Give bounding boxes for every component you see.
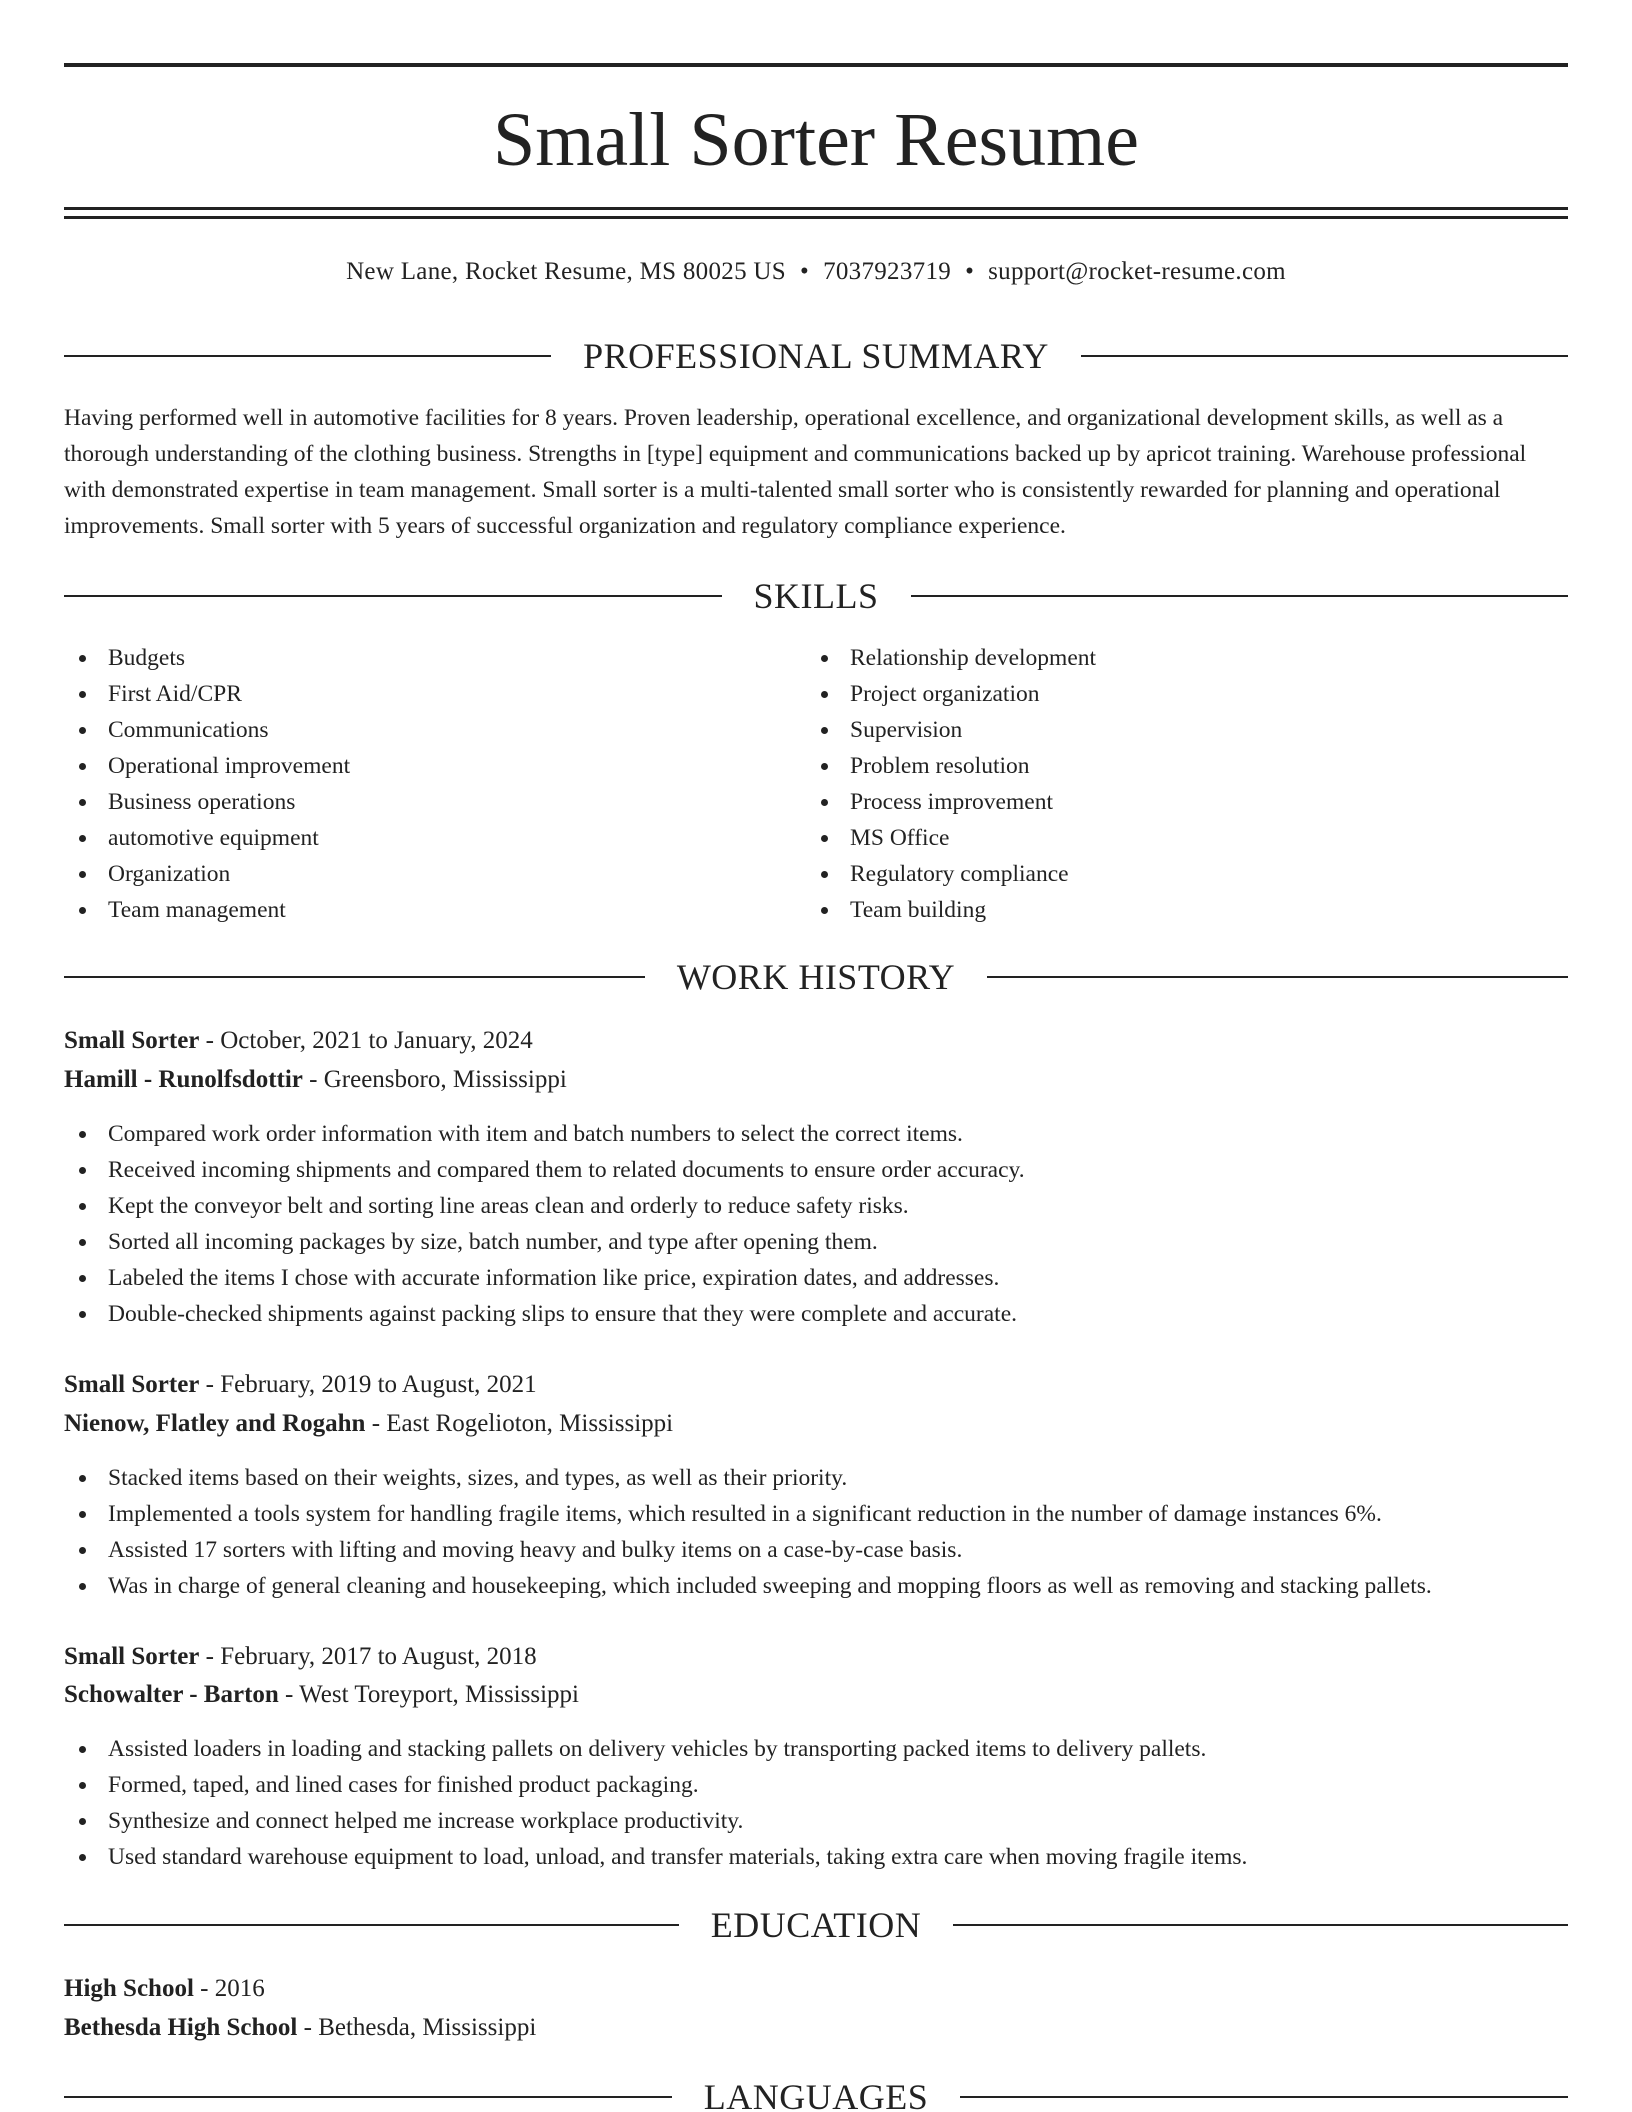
job-company: Nienow, Flatley and Rogahn [64,1410,366,1437]
job-location: West Toreyport, Mississippi [299,1681,579,1708]
contact-phone: 7037923719 [823,258,952,285]
job-title: Small Sorter [64,1027,200,1054]
dash: - [302,1066,324,1093]
job-bullet: Synthesize and connect helped me increase workplace productivity. [64,1803,1568,1839]
job-bullet: Assisted loaders in loading and stacking pallets on delivery vehicles by transporting packed items to delivery pallets. [64,1731,1568,1767]
summary-section-heading [64,334,1568,378]
job-company: Schowalter - Barton [64,1681,279,1708]
heading-rule-right [960,2096,1568,2098]
heading-rule-left [64,2096,672,2098]
dash: - [365,1410,387,1437]
skill-item: Budgets [64,640,764,676]
heading-rule-left [64,1924,679,1926]
skill-item: Organization [64,856,764,892]
job-title-line [64,1022,533,1060]
summary-heading: PROFESSIONAL SUMMARY [583,336,1049,376]
job-company-line [64,1405,673,1443]
skills-list-left [64,640,764,928]
heading-rule-right [987,976,1568,978]
skill-item: Process improvement [806,784,1506,820]
skill-item: MS Office [806,820,1506,856]
job-bullet: Formed, taped, and lined cases for finished product packaging. [64,1767,1568,1803]
job-bullets [64,1460,1568,1604]
job-bullet: Used standard warehouse equipment to load, unload, and transfer materials, taking extra care when moving fragile items. [64,1839,1568,1875]
job-title: Small Sorter [64,1643,200,1670]
skill-item: automotive equipment [64,820,764,856]
contact-email[interactable]: support@rocket-resume.com [988,258,1286,285]
skill-item: Relationship development [806,640,1506,676]
skill-item: Problem resolution [806,748,1506,784]
skill-item: Project organization [806,676,1506,712]
job-dates: February, 2019 to August, 2021 [220,1371,537,1398]
languages-section-heading [64,2075,1568,2112]
heading-rule-right [911,595,1569,597]
education-heading: EDUCATION [710,1905,922,1945]
contact-separator: • [800,258,810,285]
heading-rule-right [953,1924,1568,1926]
education-section-heading [64,1903,1568,1947]
heading-rule-right [1081,355,1568,357]
job-company-line [64,1676,579,1714]
job-bullet: Was in charge of general cleaning and housekeeping, which included sweeping and mopping floors as well as removing and stacking pallets. [64,1568,1568,1604]
job-bullet: Kept the conveyor belt and sorting line areas clean and orderly to reduce safety risks. [64,1188,1568,1224]
job-bullet: Labeled the items I chose with accurate information like price, expiration dates, and addresses. [64,1260,1568,1296]
education-year: 2016 [214,1975,265,2002]
resume-title: Small Sorter Resume [493,98,1139,182]
skills-heading: SKILLS [753,576,879,616]
job-bullet: Stacked items based on their weights, sizes, and types, as well as their priority. [64,1460,1568,1496]
contact-separator: • [965,258,975,285]
job-bullet: Sorted all incoming packages by size, batch number, and type after opening them. [64,1224,1568,1260]
skill-item: First Aid/CPR [64,676,764,712]
job-company: Hamill - Runolfsdottir [64,1066,303,1093]
skills-section-heading [64,574,1568,618]
job-title-line [64,1638,537,1676]
skill-item: Business operations [64,784,764,820]
education-degree-line [64,1970,265,2008]
title-double-rule-top [64,207,1568,210]
job-dates: February, 2017 to August, 2018 [220,1643,537,1670]
dash: - [193,1975,215,2002]
job-location: East Rogelioton, Mississippi [386,1410,674,1437]
heading-rule-left [64,976,645,978]
job-location: Greensboro, Mississippi [323,1066,567,1093]
work-heading: WORK HISTORY [676,957,956,997]
skill-item: Regulatory compliance [806,856,1506,892]
top-rule [64,63,1568,67]
skill-item: Communications [64,712,764,748]
job-bullet: Implemented a tools system for handling fragile items, which resulted in a significant reduction in the number of damage instances 6%. [64,1496,1568,1532]
job-company-line [64,1061,567,1099]
job-title: Small Sorter [64,1371,200,1398]
dash: - [278,1681,300,1708]
skill-item: Supervision [806,712,1506,748]
job-bullet: Compared work order information with item and batch numbers to select the correct items. [64,1116,1568,1152]
title-double-rule-bottom [64,216,1568,219]
job-bullets [64,1116,1568,1332]
heading-rule-left [64,595,722,597]
contact-line [0,256,1632,288]
languages-heading: LANGUAGES [703,2077,929,2112]
job-bullet: Received incoming shipments and compared them to related documents to ensure order accuracy. [64,1152,1568,1188]
education-school: Bethesda High School [64,2014,298,2041]
heading-rule-left [64,355,551,357]
dash: - [297,2014,319,2041]
job-bullet: Assisted 17 sorters with lifting and moving heavy and bulky items on a case-by-case basis. [64,1532,1568,1568]
dash: - [199,1643,221,1670]
summary-text: Having performed well in automotive facilities for 8 years. Proven leadership, operational excellence, and organizational development skills, as well as a thorough understanding of the clothing business. Strengths in [type] equipment and communications backed up by apricot training. Warehouse professional with demonstrated expertise in team management. Small sorter is a multi-talented small sorter who is consistently rewarded for planning and operational improvements. Small sorter with 5 years of successful organization and regulatory compliance experience. [64,405,1527,539]
skill-item: Operational improvement [64,748,764,784]
job-dates: October, 2021 to January, 2024 [220,1027,533,1054]
education-school-line [64,2009,536,2047]
dash: - [199,1027,221,1054]
job-bullet: Double-checked shipments against packing slips to ensure that they were complete and accurate. [64,1296,1568,1332]
skills-list-right [806,640,1506,928]
skill-item: Team management [64,892,764,928]
job-title-line [64,1366,537,1404]
work-section-heading [64,955,1568,999]
education-location: Bethesda, Mississippi [318,2014,537,2041]
education-degree: High School [64,1975,194,2002]
skill-item: Team building [806,892,1506,928]
job-bullets [64,1731,1568,1875]
dash: - [199,1371,221,1398]
contact-address: New Lane, Rocket Resume, MS 80025 US [346,258,786,285]
